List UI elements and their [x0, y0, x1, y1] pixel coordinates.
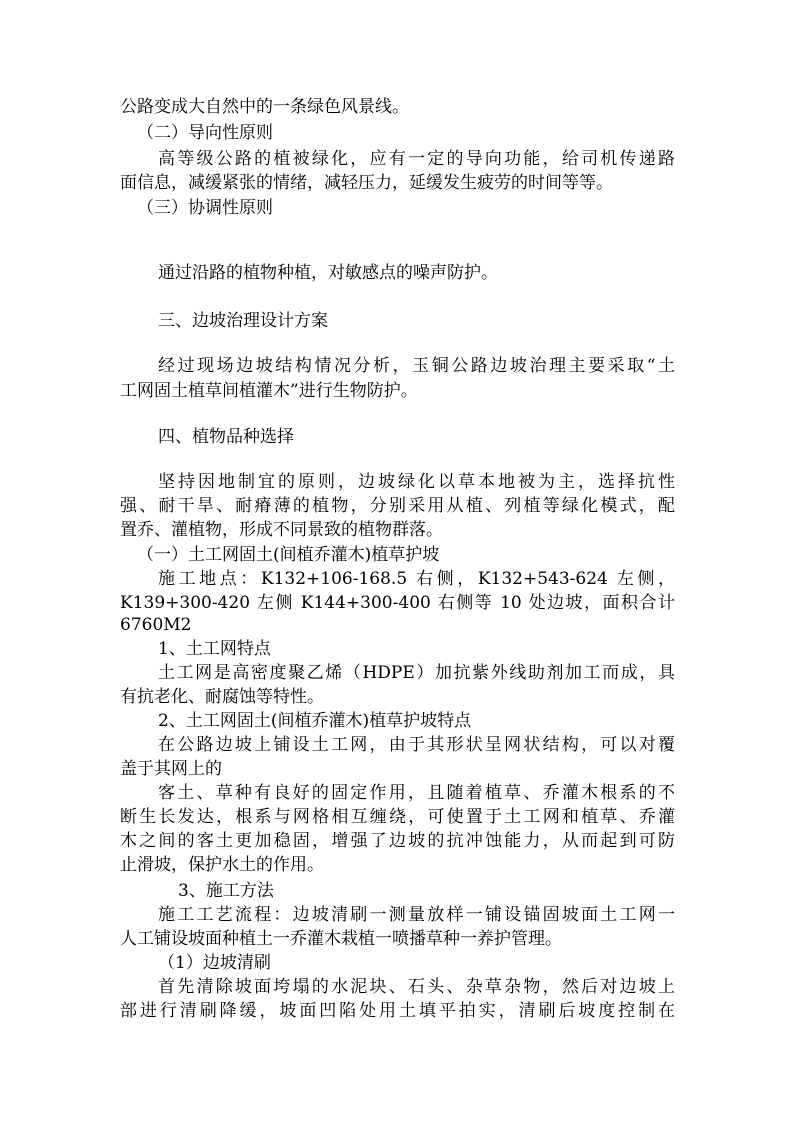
text-line: 通过沿路的植物种植，对敏感点的噪声防护。: [158, 263, 498, 283]
text-line: 木之间的客土更加稳固，增强了边坡的抗冲蚀能力，从而起到可防: [120, 831, 675, 851]
text-line: 经过现场边坡结构情况分析，玉铜公路边坡治理主要采取“土: [158, 356, 675, 376]
text-line: 工网固土植草间植灌木”进行生物防护。: [120, 381, 418, 401]
section-heading: 3、施工方法: [178, 881, 274, 901]
text-line: 在公路边坡上铺设土工网，由于其形状呈网状结构，可以对覆: [158, 735, 675, 755]
text-line: K139+300-420 左侧 K144+300-400 右侧等 10 处边坡，面积合计: [120, 593, 675, 613]
text-line: 高等级公路的植被绿化，应有一定的导向功能，给司机传递路: [158, 149, 675, 169]
text-line: 施工地点：K132+106-168.5 右侧，K132+543-624 左侧，: [158, 569, 675, 589]
text-line: 人工铺设坡面种植土一乔灌木栽植一喷播草种一养护管理。: [120, 929, 562, 949]
text-line: 坚持因地制宜的原则，边坡绿化以草本地被为主，选择抗性: [158, 472, 675, 492]
text-line: 强、耐干旱、耐瘠薄的植物，分别采用从植、列植等绿化模式，配: [120, 496, 675, 516]
text-line: 置乔、灌植物，形成不同景致的植物群落。: [120, 520, 443, 540]
text-line: 客土、草种有良好的固定作用，且随着植草、乔灌木根系的不: [158, 783, 675, 803]
section-heading: 四、植物品种选择: [158, 427, 294, 447]
text-line: 土工网是高密度聚乙烯（HDPE）加抗紫外线助剂加工而成，具: [158, 663, 675, 683]
text-line: 止滑坡，保护水土的作用。: [120, 855, 324, 875]
text-line: 面信息，减缓紧张的情绪，减轻压力，延缓发生疲劳的时间等等。: [120, 173, 613, 193]
section-heading: 1、土工网特点: [158, 639, 271, 659]
section-heading: （一）土工网固土(间植乔灌木)植草护坡: [137, 545, 440, 565]
text-line: 首先清除坡面垮塌的水泥块、石头、杂草杂物，然后对边坡上: [158, 977, 675, 997]
section-heading: （1）边坡清刷: [158, 953, 271, 973]
text-line: 6760M2: [120, 615, 192, 635]
text-line: 施工工艺流程：边坡清刷一测量放样一铺设锚固坡面土工网一: [158, 905, 675, 925]
text-line: 盖于其网上的: [120, 759, 222, 779]
text-line: 断生长发达，根系与网格相互缠绕，可使置于土工网和植草、乔灌: [120, 807, 675, 827]
text-line: 公路变成大自然中的一条绿色风景线。: [120, 97, 409, 117]
section-heading: 2、土工网固土(间植乔灌木)植草护坡特点: [158, 711, 472, 731]
text-line: 部进行清刷降缓，坡面凹陷处用土填平拍实，清刷后坡度控制在: [120, 1001, 675, 1021]
section-heading: 三、边坡治理设计方案: [158, 311, 328, 331]
text-line: 有抗老化、耐腐蚀等特性。: [120, 687, 324, 707]
section-heading: （三）协调性原则: [137, 198, 273, 218]
section-heading: （二）导向性原则: [137, 123, 273, 143]
